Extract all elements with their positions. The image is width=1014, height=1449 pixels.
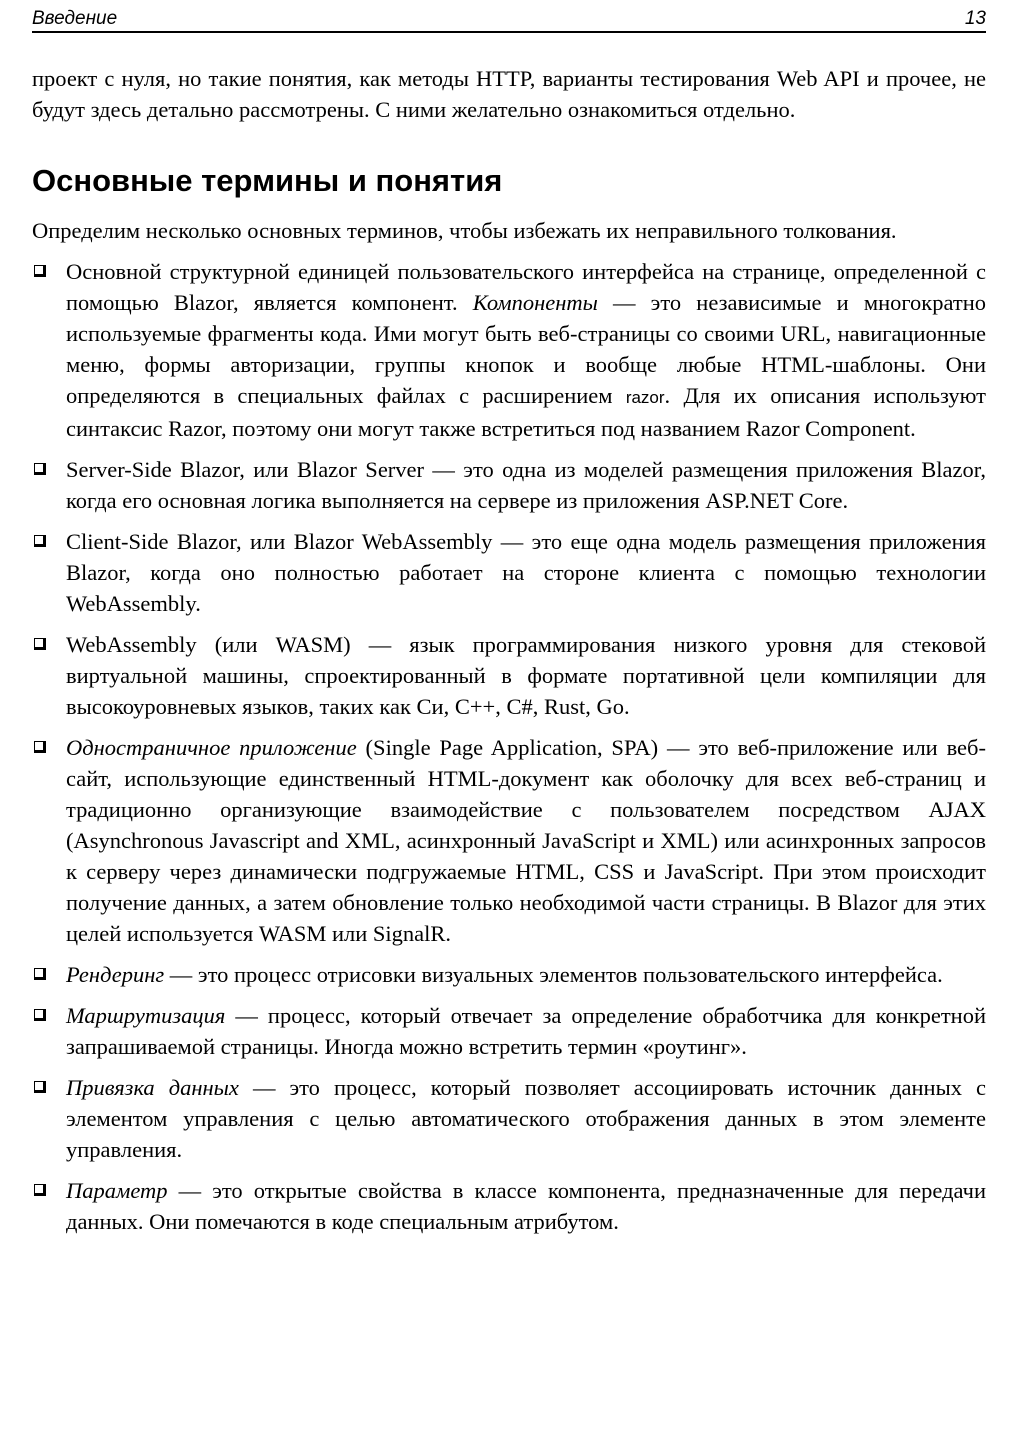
item-text: — это открытые свойства в классе компонента, предназначенные для передачи данных. Они помечаются в коде специальным атрибутом. — [66, 1178, 986, 1234]
list-item — [32, 1000, 986, 1062]
item-text: WebAssembly (или WASM) — язык программирования низкого уровня для стековой виртуальной машины, спроектированный в формате портативной цели компиляции для высокоуровневых языков, таких как Си, C++, C#, Rust, Go. — [66, 632, 986, 719]
item-pre: Основной структурной единицей пользовательского интерфейса на странице, определенной с помощью Blazor, является компонент. — [66, 259, 986, 315]
item-post: . Для их описания используют синтаксис Razor, поэтому они могут также встретиться под названием Razor Component. — [66, 383, 986, 441]
hollow-square-bullet-icon — [34, 638, 46, 650]
section-title: Введение — [32, 8, 118, 29]
hollow-square-bullet-icon — [34, 463, 46, 475]
lead-paragraph: Определим несколько основных терминов, чтобы избежать их неправильного толкования. — [32, 218, 897, 243]
term: Рендеринг — [66, 962, 165, 987]
hollow-square-bullet-icon — [34, 741, 46, 753]
hollow-square-bullet-icon — [34, 968, 46, 980]
page-number: 13 — [964, 8, 986, 29]
section-heading: Основные термины и понятия — [32, 163, 503, 198]
term: Одностраничное приложение — [66, 735, 357, 760]
term: Компоненты — [472, 290, 598, 315]
list-item — [32, 629, 986, 722]
hollow-square-bullet-icon — [34, 265, 46, 277]
hollow-square-bullet-icon — [34, 1081, 46, 1093]
item-text: — это процесс отрисовки визуальных элементов пользовательского интерфейса. — [164, 962, 943, 987]
item-text: — процесс, который отвечает за определение обработчика для конкретной запрашиваемой страницы. Иногда можно встретить термин «роутинг». — [66, 1003, 986, 1059]
hollow-square-bullet-icon — [34, 1184, 46, 1196]
list-item — [32, 1072, 986, 1165]
item-text: (Single Page Application, SPA) — это веб-приложение или веб-сайт, использующие единственный HTML-документ как оболочку для всех веб-страниц и традиционно организующие взаимодействие с пользователем посредством AJAX (Asynchronous Javascript and XML, асинхронный JavaScript и XML) или асинхронных запросов к серверу через динамически подгружаемые HTML, CSS и JavaScript. При этом происходит получение данных, а затем обновление только необходимой части страницы. В Blazor для этих целей используется WASM или SignalR. — [66, 735, 986, 946]
item-text: Server-Side Blazor, или Blazor Server — это одна из моделей размещения приложения Blazor, когда его основная логика выполняется на сервере из приложения ASP.NET Core. — [66, 457, 986, 513]
list-item — [32, 454, 986, 516]
list-item — [32, 959, 986, 990]
code-term: razor — [625, 388, 665, 407]
term: Параметр — [66, 1178, 168, 1203]
list-item — [32, 256, 986, 444]
hollow-square-bullet-icon — [34, 1009, 46, 1021]
running-header — [32, 0, 986, 33]
term: Маршрутизация — [66, 1003, 226, 1028]
item-text: Client-Side Blazor, или Blazor WebAssembly — это еще одна модель размещения приложения Blazor, когда оно полностью работает на стороне клиента с помощью технологии WebAssembly. — [66, 529, 986, 616]
intro-paragraph: проект с нуля, но такие понятия, как методы HTTP, варианты тестирования Web API и прочее, не будут здесь детально рассмотрены. С ними желательно ознакомиться отдельно. — [32, 66, 986, 122]
hollow-square-bullet-icon — [34, 535, 46, 547]
list-item — [32, 526, 986, 619]
list-item — [32, 732, 986, 949]
list-item — [32, 1175, 986, 1237]
book-page — [32, 0, 986, 1247]
definitions-list — [32, 256, 986, 1237]
item-text: — это независимые и многократно используемые фрагменты кода. Ими могут быть веб-страницы со своими URL, навигационные меню, формы авторизации, группы кнопок и вообще любые HTML-шаблоны. Они определяются в специальных файлах с расширением — [66, 290, 986, 408]
item-text: — это процесс, который позволяет ассоциировать источник данных с элементом управления с целью автоматического отображения данных в этом элементе управления. — [66, 1075, 986, 1162]
term: Привязка данных — [66, 1075, 239, 1100]
